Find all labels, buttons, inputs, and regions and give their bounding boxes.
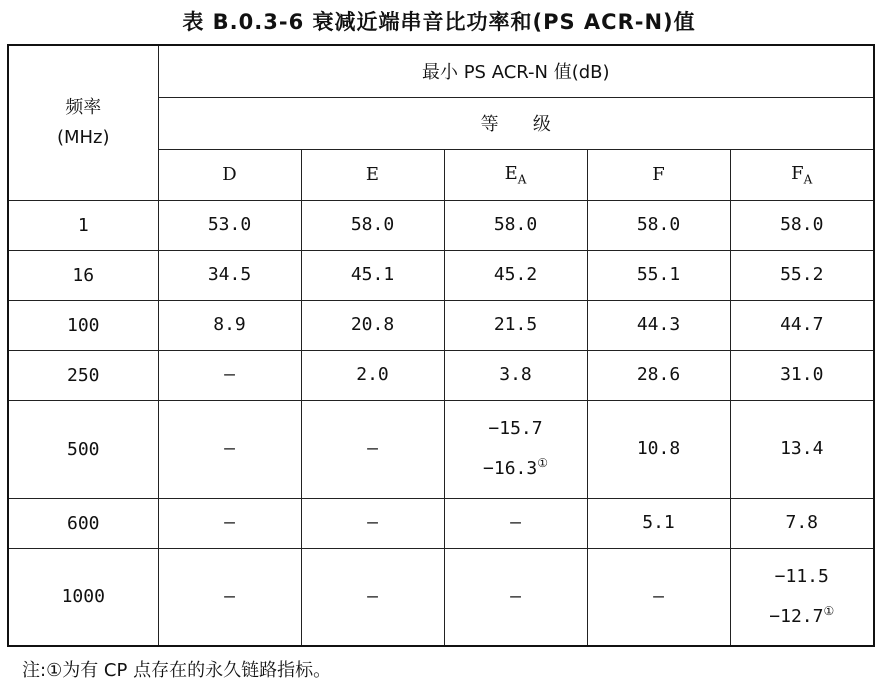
value-line bbox=[302, 432, 444, 466]
value-text: −11.5 bbox=[774, 565, 829, 587]
table-row bbox=[8, 350, 874, 400]
value-text: 34.5 bbox=[207, 264, 252, 285]
grade-subscript: A bbox=[517, 172, 527, 187]
value-cell bbox=[444, 350, 587, 400]
value-cell bbox=[587, 300, 730, 350]
ps-acr-n-table bbox=[7, 44, 875, 647]
value-text: 5.1 bbox=[642, 512, 675, 533]
value-text: — bbox=[224, 364, 235, 385]
value-line bbox=[588, 258, 730, 292]
value-cell bbox=[301, 300, 444, 350]
footnote: 注:①为有 CP 点存在的永久链路指标。 bbox=[22, 660, 332, 681]
value-cell bbox=[301, 250, 444, 300]
table-row bbox=[8, 200, 874, 250]
value-text: 58.0 bbox=[493, 214, 538, 235]
value-line bbox=[159, 308, 301, 342]
value-text: 31.0 bbox=[780, 364, 824, 385]
table-row bbox=[8, 498, 874, 548]
value-line bbox=[588, 506, 730, 540]
value-cell bbox=[158, 498, 301, 548]
value-text: — bbox=[224, 438, 235, 459]
value-cell bbox=[587, 250, 730, 300]
grade-label: E bbox=[365, 164, 380, 185]
value-text: −16.3 bbox=[483, 458, 538, 479]
value-line bbox=[731, 594, 874, 634]
value-text: −12.7 bbox=[769, 605, 824, 627]
value-line bbox=[302, 258, 444, 292]
value-line bbox=[159, 258, 301, 292]
table-title: 表 B.0.3-6 衰减近端串音比功率和(PS ACR-N)值 bbox=[182, 10, 696, 34]
value-line bbox=[445, 580, 587, 614]
value-line bbox=[588, 308, 730, 342]
value-text: — bbox=[224, 512, 235, 533]
value-line bbox=[302, 208, 444, 242]
value-line bbox=[731, 208, 874, 242]
value-cell bbox=[301, 350, 444, 400]
value-line bbox=[731, 308, 874, 342]
value-line bbox=[445, 258, 587, 292]
grade-label: E bbox=[504, 162, 518, 184]
frequency-header-line2: (MHz) bbox=[56, 126, 110, 148]
value-cell bbox=[444, 300, 587, 350]
frequency-cell: 16 bbox=[8, 250, 158, 300]
frequency-cell: 1 bbox=[8, 200, 158, 250]
value-cell bbox=[730, 200, 874, 250]
value-line bbox=[159, 358, 301, 392]
frequency-cell: 100 bbox=[8, 300, 158, 350]
value-text: 13.4 bbox=[780, 438, 824, 459]
footnote-mark: ① bbox=[537, 456, 548, 470]
grade-header: 等 级 bbox=[158, 97, 874, 149]
grade-label: F bbox=[791, 162, 804, 184]
value-text: 53.0 bbox=[207, 214, 252, 235]
frequency-cell: 500 bbox=[8, 400, 158, 498]
group-header: 最小 PS ACR-N 值(dB) bbox=[158, 45, 874, 97]
value-text: 45.2 bbox=[493, 264, 538, 285]
value-text: 21.5 bbox=[493, 314, 538, 335]
value-text: 58.0 bbox=[780, 214, 824, 235]
value-line bbox=[731, 560, 874, 594]
frequency-cell: 600 bbox=[8, 498, 158, 548]
value-line bbox=[731, 506, 874, 540]
frequency-header bbox=[8, 45, 158, 200]
value-line bbox=[445, 308, 587, 342]
value-cell bbox=[587, 350, 730, 400]
value-cell bbox=[587, 200, 730, 250]
value-line bbox=[445, 446, 587, 486]
value-line bbox=[302, 358, 444, 392]
value-text: 55.1 bbox=[636, 264, 681, 285]
frequency-cell: 250 bbox=[8, 350, 158, 400]
value-cell bbox=[301, 498, 444, 548]
value-text: 2.0 bbox=[356, 364, 389, 385]
table-row bbox=[8, 548, 874, 646]
grade-cell bbox=[444, 149, 587, 200]
grade-label: D bbox=[222, 164, 237, 185]
grade-subscript: A bbox=[803, 172, 813, 187]
table-row bbox=[8, 400, 874, 498]
value-line bbox=[731, 432, 874, 466]
value-text: — bbox=[224, 585, 235, 607]
value-line bbox=[302, 580, 444, 614]
value-cell bbox=[158, 250, 301, 300]
value-line bbox=[445, 208, 587, 242]
value-text: 55.2 bbox=[780, 264, 824, 285]
value-cell bbox=[444, 400, 587, 498]
grade-cell bbox=[730, 149, 874, 200]
value-cell bbox=[730, 250, 874, 300]
value-cell bbox=[730, 498, 874, 548]
table-row bbox=[8, 250, 874, 300]
value-line bbox=[445, 506, 587, 540]
value-text: 28.6 bbox=[636, 364, 681, 385]
value-cell bbox=[444, 548, 587, 646]
value-text: 8.9 bbox=[213, 314, 246, 335]
value-line bbox=[731, 358, 874, 392]
value-text: — bbox=[367, 512, 378, 533]
value-text: 58.0 bbox=[636, 214, 681, 235]
footnote-mark: ① bbox=[823, 603, 835, 618]
value-line bbox=[159, 208, 301, 242]
value-text: 44.7 bbox=[780, 314, 824, 335]
value-line bbox=[445, 412, 587, 446]
value-cell bbox=[730, 300, 874, 350]
value-text: 3.8 bbox=[499, 364, 532, 385]
value-cell bbox=[158, 400, 301, 498]
value-cell bbox=[444, 200, 587, 250]
value-cell bbox=[730, 350, 874, 400]
frequency-cell: 1000 bbox=[8, 548, 158, 646]
value-line bbox=[588, 358, 730, 392]
value-text: 7.8 bbox=[785, 512, 819, 533]
value-cell bbox=[730, 400, 874, 498]
value-line bbox=[302, 308, 444, 342]
value-text: 45.1 bbox=[350, 264, 395, 285]
value-cell bbox=[301, 548, 444, 646]
value-cell bbox=[444, 250, 587, 300]
value-cell bbox=[158, 548, 301, 646]
value-cell bbox=[444, 498, 587, 548]
frequency-header-line1: 频率 bbox=[65, 96, 102, 118]
value-cell bbox=[158, 200, 301, 250]
value-text: — bbox=[510, 512, 521, 533]
value-text: — bbox=[510, 585, 521, 607]
value-text: — bbox=[367, 438, 378, 459]
value-cell bbox=[730, 548, 874, 646]
value-line bbox=[588, 432, 730, 466]
value-line bbox=[731, 258, 874, 292]
value-text: — bbox=[367, 585, 378, 607]
value-line bbox=[159, 580, 301, 614]
value-text: 44.3 bbox=[636, 314, 681, 335]
value-text: — bbox=[653, 585, 664, 607]
table-row bbox=[8, 300, 874, 350]
value-line bbox=[588, 208, 730, 242]
value-cell bbox=[301, 200, 444, 250]
value-line bbox=[159, 506, 301, 540]
grade-cell bbox=[158, 149, 301, 200]
value-cell bbox=[158, 300, 301, 350]
value-cell bbox=[158, 350, 301, 400]
value-line bbox=[302, 506, 444, 540]
value-text: 58.0 bbox=[350, 214, 395, 235]
value-text: 10.8 bbox=[636, 438, 681, 459]
value-cell bbox=[587, 400, 730, 498]
value-text: −15.7 bbox=[488, 418, 543, 439]
value-line bbox=[159, 432, 301, 466]
grade-label: F bbox=[652, 164, 665, 185]
value-cell bbox=[587, 498, 730, 548]
value-line bbox=[445, 358, 587, 392]
value-cell bbox=[301, 400, 444, 498]
value-cell bbox=[587, 548, 730, 646]
value-line bbox=[588, 580, 730, 614]
grade-cell bbox=[301, 149, 444, 200]
value-text: 20.8 bbox=[350, 314, 395, 335]
grade-cell bbox=[587, 149, 730, 200]
